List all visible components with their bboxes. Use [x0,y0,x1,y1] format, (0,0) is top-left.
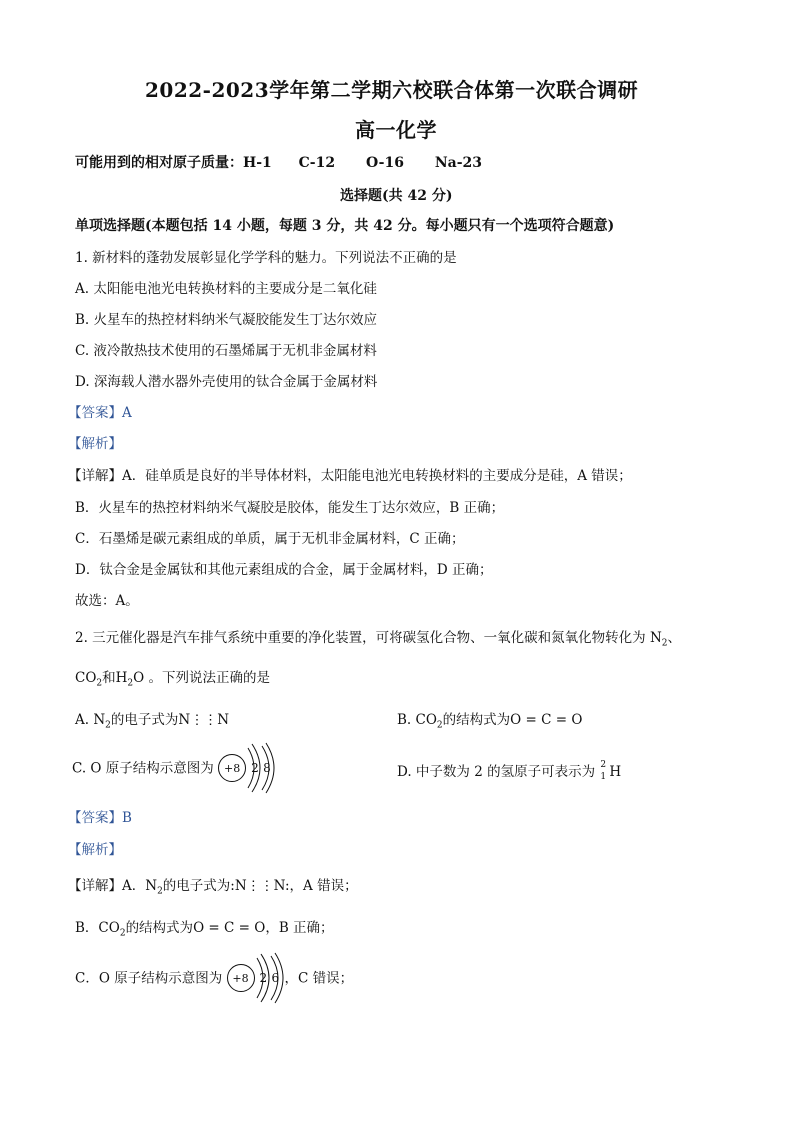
q1-detail-c: C．石墨烯是碳元素组成的单质，属于无机非金属材料，C 正确； [75,531,465,547]
q2-detail-a: 【详解】A．$N_2$的电子式为:N⋮⋮N:，A 错误； [68,878,358,897]
q2-option-a: A. $N_2$的电子式为N⋮⋮N [75,712,230,731]
q1-stem: 1. 新材料的蓬勃发展彰显化学学科的魅力。下列说法不正确的是 [75,250,457,266]
subject-title: 高一化学 [355,118,437,142]
oxygen-atom-diagram-correct: +8 2 6 [227,964,285,994]
q2-detail-b: B．$CO_2$的结构式为O = C = O，B 正确； [75,920,334,939]
section-description: 单项选择题(本题包括 14 小题，每题 3 分，共 42 分。每小题只有一个选项符合题意) [75,218,615,234]
mass-c: C-12 [298,155,336,171]
hydrogen-isotope-notation: 2 1 [600,759,607,782]
q2-analysis-label: 【解析】 [68,842,122,858]
mass-na: Na-23 [434,155,483,171]
q1-option-a: A. 太阳能电池光电转换材料的主要成分是二氧化硅 [75,281,377,297]
q1-analysis-label: 【解析】 [68,436,122,452]
section-title: 选择题(共 42 分) [340,188,453,204]
q1-detail-b: B．火星车的热控材料纳米气凝胶是胶体，能发生丁达尔效应，B 正确； [75,500,505,516]
q2-detail-c: C．O 原子结构示意图为 +8 2 6 ，C 错误； [75,964,353,994]
co2-structural-formula: O = C = O [510,712,583,728]
q1-option-b: B. 火星车的热控材料纳米气凝胶能发生丁达尔效应 [75,312,378,328]
q1-detail-d: D．钛合金是金属钛和其他元素组成的合金，属于金属材料，D 正确； [75,562,493,578]
q2-option-b: B. $CO_2$的结构式为O = C = O [397,712,583,731]
atomic-mass-line [75,152,482,172]
q2-stem-line1: 2. 三元催化器是汽车排气系统中重要的净化装置，可将碳氢化合物、一氧化碳和氮氧化物转化为 $N_2$、 [75,630,682,649]
atomic-mass-label: 可能用到的相对原子质量：H-1 [75,155,272,171]
q2-option-c: C. O 原子结构示意图为 +8 2 8 [72,754,276,784]
oxygen-atom-diagram: +8 2 8 [218,754,276,784]
q2-stem-line2: $CO_2$和$H_2O$ 。下列说法正确的是 [75,670,271,689]
q1-option-c: C. 液冷散热技术使用的石墨烯属于无机非金属材料 [75,343,377,359]
n2-electron-formula: N⋮⋮N [178,712,230,728]
q1-detail-a: 【详解】A．硅单质是良好的半导体材料，太阳能电池光电转换材料的主要成分是硅，A 错误； [68,468,632,484]
q1-choice: 故选：A。 [75,593,139,609]
q2-answer: 【答案】B [68,810,132,826]
mass-o: O-16 [365,155,404,171]
nucleus-circle: +8 [227,964,255,992]
q1-option-d: D. 深海载人潜水器外壳使用的钛合金属于金属材料 [75,374,378,390]
nucleus-circle: +8 [218,754,246,782]
q2-option-d: D. 中子数为 2 的氢原子可表示为 2 1 H [397,759,622,782]
page-title: 2022-2023学年第二学期六校联合体第一次联合调研 [145,78,639,102]
q1-answer: 【答案】A [68,405,132,421]
